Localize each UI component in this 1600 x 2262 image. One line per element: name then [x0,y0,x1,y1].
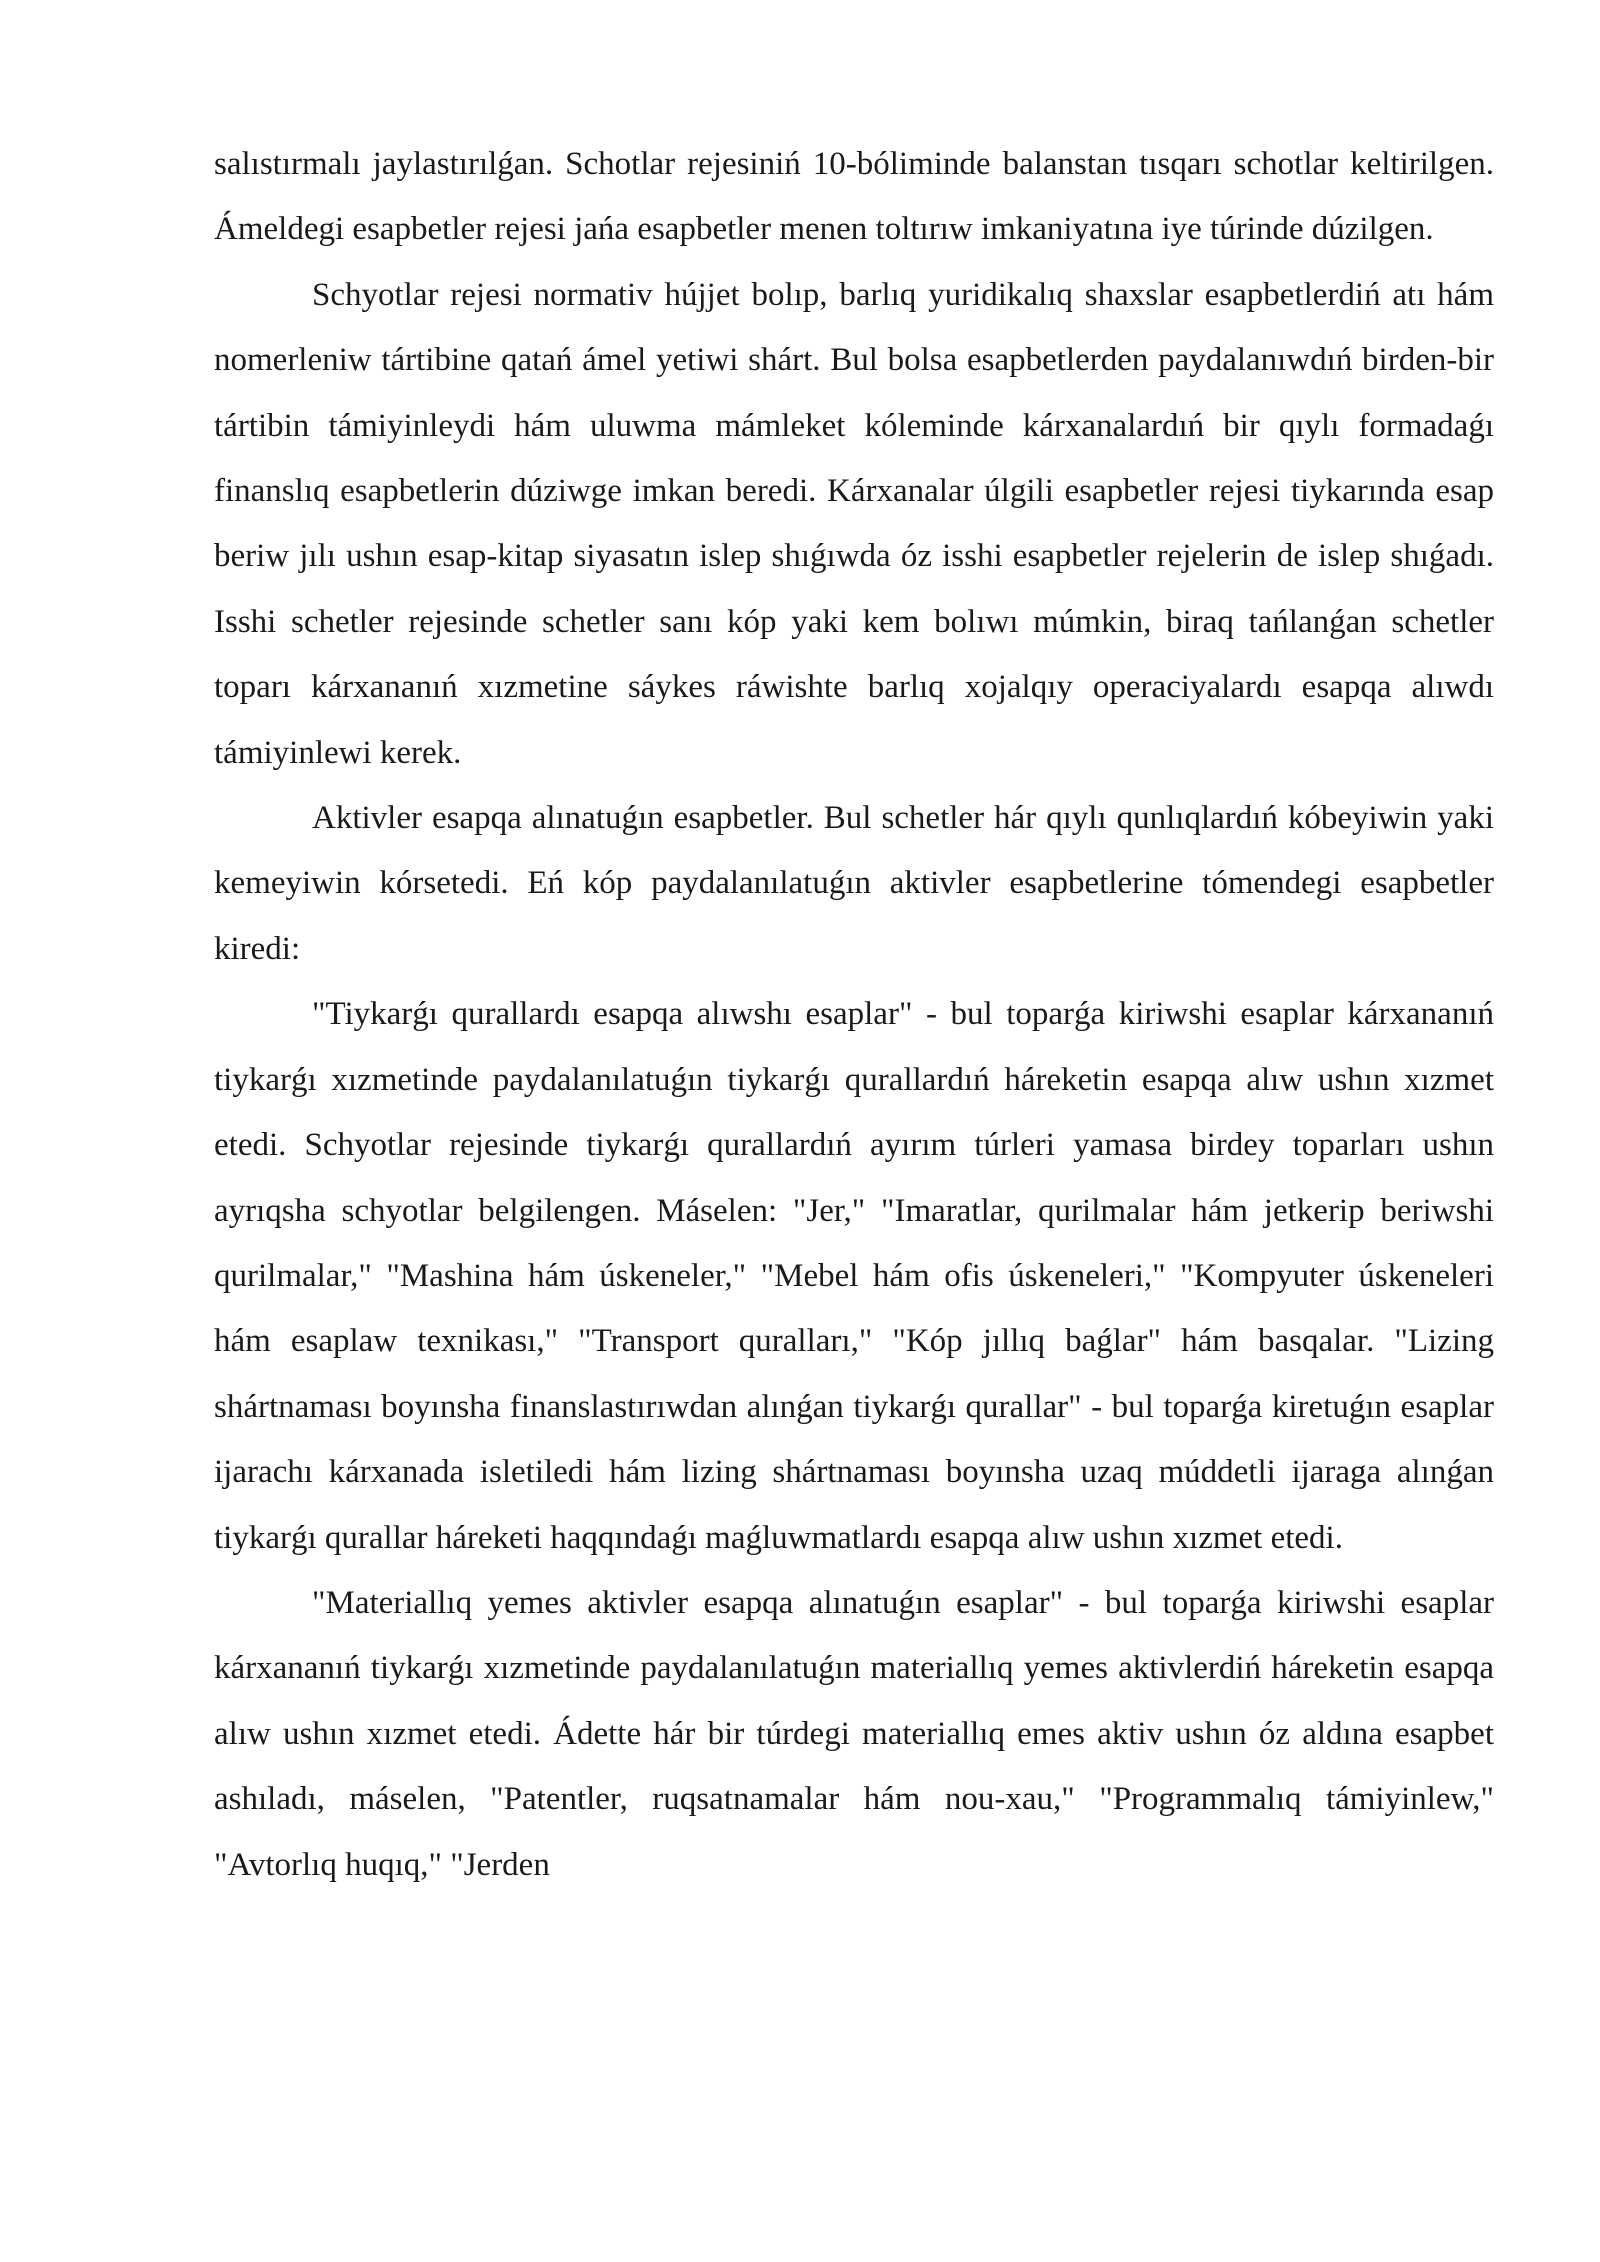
paragraph-4: "Tiykarǵı qurallardı esapqa alıwshı esaplar" - bul toparǵa kiriwshi esaplar kárxananıń tiykarǵı xızmetinde paydalanılatuǵın tiykarǵı qurallardıń háreketin esapqa alıw ushın xızmet etedi. Schyotlar rejesinde tiykarǵı qurallardıń ayırım túrleri yamasa birdey toparları ushın ayrıqsha schyotlar belgilengen. Máselen: "Jer," "Imaratlar, qurilmalar hám jetkerip beriwshi qurilmalar," "Mashina hám úskeneler," "Mebel hám ofis úskeneleri," "Kompyuter úskeneleri hám esaplaw texnikası," "Transport quralları," "Kóp jıllıq baǵlar" hám basqalar. "Lizing shártnaması boyınsha finanslastırıwdan alınǵan tiykarǵı qurallar" - bul toparǵa kiretuǵın esaplar ijarachı kárxanada isletiledi hám lizing shártnaması boyınsha uzaq múddetli ijaraga alınǵan tiykarǵı qurallar háreketi haqqındaǵı maǵluwmatlardı esapqa alıw ushın xızmet etedi. [214,996,1494,1556]
paragraph-3: Aktivler esapqa alınatuǵın esapbetler. Bul schetler hár qıylı qunlıqlardıń kóbeyiwin yaki kemeyiwin kórsetedi. Eń kóp paydalanılatuǵın aktivler esapbetlerine tómendegi esapbetler kiredi: [214,800,1494,967]
paragraph-5: "Materiallıq yemes aktivler esapqa alınatuǵın esaplar" - bul toparǵa kiriwshi esaplar kárxananıń tiykarǵı xızmetinde paydalanılatuǵın materiallıq yemes aktivlerdiń háreketin esapqa alıw ushın xızmet etedi. Ádette hár bir túrdegi materiallıq emes aktiv ushın óz aldına esapbet ashıladı, máselen, "Patentler, ruqsatnamalar hám nou-xau," "Programmalıq támiyinlew," "Avtorlıq huqıq," "Jerden [214,1584,1494,1883]
document-page [214,132,1494,1898]
paragraph-2: Schyotlar rejesi normativ hújjet bolıp, barlıq yuridikalıq shaxslar esapbetlerdiń atı hám nomerleniw tártibine qatań ámel yetiwi shárt. Bul bolsa esapbetlerden paydalanıwdıń birden-bir tártibin támiyinleydi hám uluwma mámleket kóleminde kárxanalardıń bir qıylı formadaǵı finanslıq esapbetlerin dúziwge imkan beredi. Kárxanalar úlgili esapbetler rejesi tiykarında esap beriw jılı ushın esap-kitap siyasatın islep shıǵıwda óz isshi esapbetler rejelerin de islep shıǵadı. Isshi schetler rejesinde schetler sanı kóp yaki kem bolıwı múmkin, biraq tańlanǵan schetler toparı kárxananıń xızmetine sáykes ráwishte barlıq xojalqıy operaciyalardı esapqa alıwdı támiyinlewi kerek. [214,276,1494,771]
paragraph-1: salıstırmalı jaylastırılǵan. Schotlar rejesiniń 10-bóliminde balanstan tısqarı schotlar keltirilgen. Ámeldegi esapbetler rejesi jańa esapbetler menen toltırıw imkaniyatına iye túrinde dúzilgen. [214,146,1494,248]
